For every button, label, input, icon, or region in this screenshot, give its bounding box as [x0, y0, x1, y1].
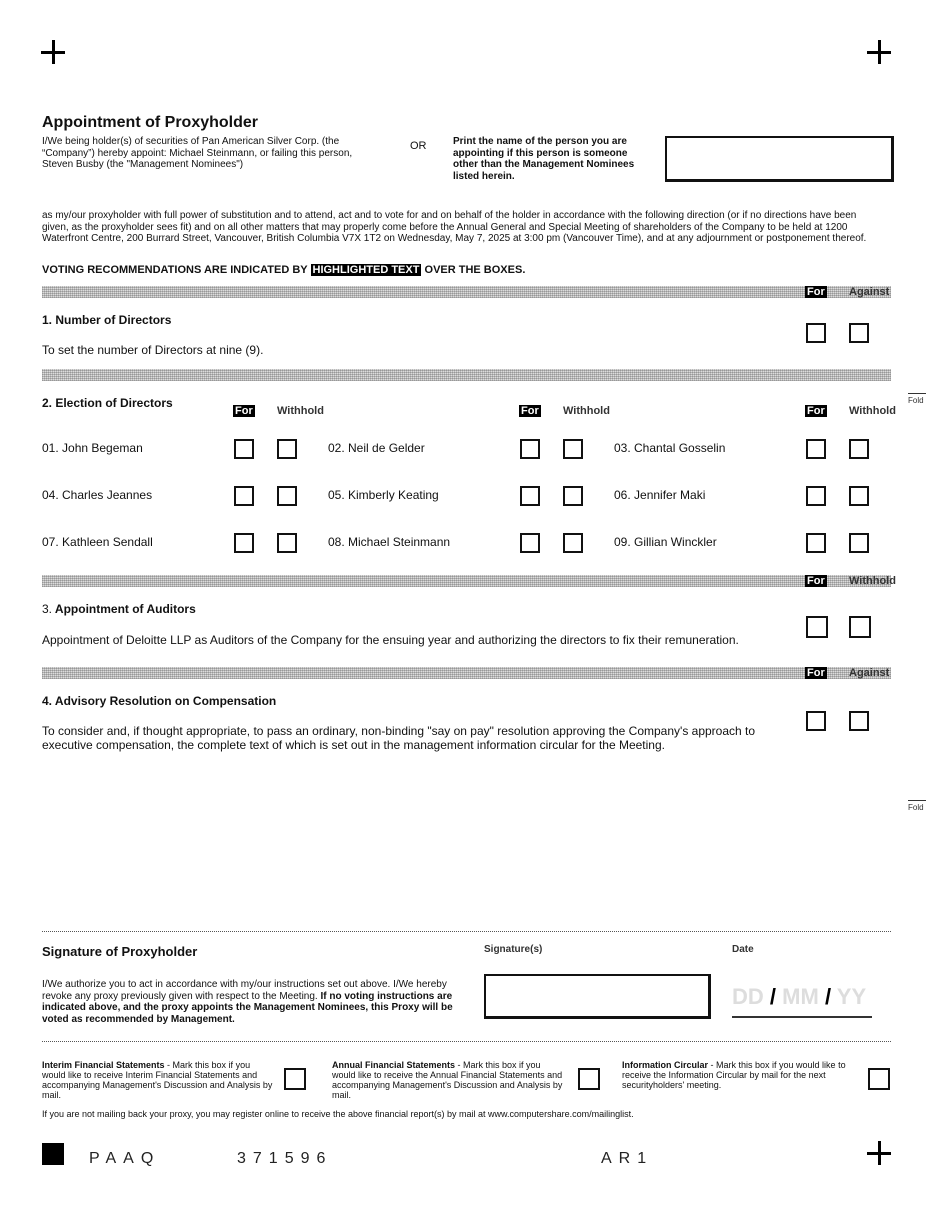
resolution-1-text: To set the number of Directors at nine (9).	[42, 343, 264, 357]
resolution-3-text: Appointment of Deloitte LLP as Auditors of the Company for the ensuing year and authorizing the directors to fix their remuneration.	[42, 633, 739, 647]
mailing-note: If you are not mailing back your proxy, you may register online to receive the above financial report(s) by mail at www.computershare.com/mailinglist.	[42, 1109, 634, 1119]
withhold-header: Withhold	[849, 405, 896, 417]
barcode-mark	[42, 1143, 64, 1165]
r4-for-checkbox[interactable]	[806, 711, 826, 731]
circular-text	[622, 1060, 854, 1090]
crop-mark-bottom-right	[867, 1141, 891, 1165]
fold-mark: Fold	[908, 393, 926, 405]
footer-code-1: PAAQ	[89, 1150, 161, 1167]
r3-for-checkbox[interactable]	[806, 616, 828, 638]
authorize-plain: I/We authorize you to act in accordance with my/our instructions set out above. I/We hereby revoke any proxy previously given with respect to the Meeting.	[42, 979, 447, 1002]
resolution-3-title-text: Appointment of Auditors	[54, 602, 196, 616]
authorize-bold: If no voting instructions are indicated above, and the proxy appoints the Management Nominees, this Proxy will be voted as recommended by Management.	[42, 990, 453, 1025]
nominee-04-withhold-checkbox[interactable]	[277, 486, 297, 506]
footer-code-3: AR1	[601, 1150, 654, 1167]
date-dd: DD	[732, 984, 764, 1009]
withhold-header: Withhold	[277, 405, 324, 417]
signature-input[interactable]	[484, 974, 711, 1019]
nominee-label: 09. Gillian Winckler	[614, 535, 717, 549]
r4-against-checkbox[interactable]	[849, 711, 869, 731]
date-separator: /	[824, 984, 832, 1009]
annual-bold: Annual Financial Statements	[332, 1060, 456, 1070]
r1-against-checkbox[interactable]	[849, 323, 869, 343]
signature-title: Signature of Proxyholder	[42, 944, 198, 959]
section-divider	[42, 667, 891, 679]
circular-bold: Information Circular	[622, 1060, 709, 1070]
nominee-07-for-checkbox[interactable]	[234, 533, 254, 553]
nominee-01-for-checkbox[interactable]	[234, 439, 254, 459]
date-mm: MM	[782, 984, 819, 1009]
for-header: For	[807, 575, 825, 587]
dotted-divider	[42, 931, 891, 932]
nominee-label: 08. Michael Steinmann	[328, 535, 451, 549]
r1-for-checkbox[interactable]	[806, 323, 826, 343]
annual-desc: - Mark this box if you would like to receive the Annual Financial Statements and accompanying Management's Discussion and Analysis by mail.	[332, 1060, 563, 1100]
proxyholder-name-input[interactable]	[665, 136, 894, 182]
nominee-03-for-checkbox[interactable]	[806, 439, 826, 459]
fold-mark: Fold	[908, 800, 926, 812]
section-divider	[42, 286, 891, 298]
resolution-4-title: 4. Advisory Resolution on Compensation	[42, 694, 277, 708]
nominee-label: 02. Neil de Gelder	[328, 441, 425, 455]
crop-mark-top-left	[41, 40, 65, 64]
nominee-06-withhold-checkbox[interactable]	[849, 486, 869, 506]
interim-bold: Interim Financial Statements	[42, 1060, 165, 1070]
for-header: For	[807, 405, 825, 417]
crop-mark-top-right	[867, 40, 891, 64]
nominee-05-for-checkbox[interactable]	[520, 486, 540, 506]
annual-text	[332, 1060, 564, 1100]
signature-label: Signature(s)	[484, 944, 543, 955]
nominee-06-for-checkbox[interactable]	[806, 486, 826, 506]
nominee-label: 07. Kathleen Sendall	[42, 535, 153, 549]
circular-desc: - Mark this box if you would like to receive the Information Circular by mail for the next securityholders' meeting.	[622, 1060, 846, 1090]
page-title: Appointment of Proxyholder	[42, 114, 258, 131]
section-divider	[42, 369, 891, 381]
nominee-05-withhold-checkbox[interactable]	[563, 486, 583, 506]
nominee-label: 01. John Begeman	[42, 441, 143, 455]
nominee-08-for-checkbox[interactable]	[520, 533, 540, 553]
nominee-label: 05. Kimberly Keating	[328, 488, 439, 502]
against-header: Against	[849, 667, 890, 679]
date-input[interactable]	[732, 984, 872, 1018]
recommend-suffix: OVER THE BOXES.	[424, 264, 526, 276]
proxy-text: as my/our proxyholder with full power of substitution and to attend, act and to vote for and on behalf of the holder in accordance with the following direction (or if no directions have been given, as the proxyholder sees fit) and on all other matters that may properly come before the Annual General and Special Meeting of shareholders of the Company to be held at 1200 Waterfront Centre, 200 Burrard Street, Vancouver, British Columbia V7X 1T2 on Wednesday, May 7, 2025 at 3:00 pm (Vancouver Time), and at any adjournment or postponement thereof.	[42, 210, 867, 244]
against-header: Against	[849, 286, 890, 298]
for-header: For	[807, 667, 825, 679]
interim-desc: - Mark this box if you would like to receive Interim Financial Statements and accompanying Management's Discussion and Analysis by mail.	[42, 1060, 273, 1100]
for-header: For	[235, 405, 253, 417]
nominee-08-withhold-checkbox[interactable]	[563, 533, 583, 553]
interim-checkbox[interactable]	[284, 1068, 306, 1090]
recommendation-note	[42, 264, 525, 276]
nominee-02-for-checkbox[interactable]	[520, 439, 540, 459]
recommend-prefix: VOTING RECOMMENDATIONS ARE INDICATED BY	[42, 264, 308, 276]
dotted-divider	[42, 1041, 891, 1042]
footer-code-2: 371596	[237, 1150, 333, 1167]
appoint-text: I/We being holder(s) of securities of Pan American Silver Corp. (the “Company”) hereby appoint: Michael Steinmann, or failing this person, Steven Busby (the "Management Nominees")	[42, 136, 353, 170]
authorize-text	[42, 979, 457, 1025]
nominee-label: 06. Jennifer Maki	[614, 488, 706, 502]
nominee-label: 03. Chantal Gosselin	[614, 441, 726, 455]
nominee-label: 04. Charles Jeannes	[42, 488, 153, 502]
nominee-09-withhold-checkbox[interactable]	[849, 533, 869, 553]
withhold-header: Withhold	[849, 575, 896, 587]
nominee-09-for-checkbox[interactable]	[806, 533, 826, 553]
r3-withhold-checkbox[interactable]	[849, 616, 871, 638]
date-separator: /	[769, 984, 777, 1009]
date-yy: YY	[836, 984, 867, 1009]
nominee-01-withhold-checkbox[interactable]	[277, 439, 297, 459]
withhold-header: Withhold	[563, 405, 610, 417]
annual-checkbox[interactable]	[578, 1068, 600, 1090]
resolution-3-number: 3.	[42, 602, 53, 616]
resolution-1-title: 1. Number of Directors	[42, 313, 172, 327]
section-divider	[42, 575, 891, 587]
interim-text	[42, 1060, 274, 1100]
date-label: Date	[732, 944, 754, 955]
circular-checkbox[interactable]	[868, 1068, 890, 1090]
nominee-03-withhold-checkbox[interactable]	[849, 439, 869, 459]
for-header: For	[521, 405, 539, 417]
print-name-text: Print the name of the person you are appointing if this person is someone other than the Management Nominees listed herein.	[453, 136, 635, 182]
nominee-04-for-checkbox[interactable]	[234, 486, 254, 506]
recommend-highlight: HIGHLIGHTED TEXT	[312, 264, 420, 276]
resolution-4-text: To consider and, if thought appropriate, to pass an ordinary, non-binding "say on pay" resolution approving the Company's approach to executive compensation, the complete text of which is set out in the management information circular for the Meeting.	[42, 724, 756, 752]
for-header: For	[807, 286, 825, 298]
nominee-07-withhold-checkbox[interactable]	[277, 533, 297, 553]
or-label: OR	[410, 140, 427, 152]
nominee-02-withhold-checkbox[interactable]	[563, 439, 583, 459]
resolution-3-title	[42, 602, 196, 616]
resolution-2-title: 2. Election of Directors	[42, 396, 173, 410]
